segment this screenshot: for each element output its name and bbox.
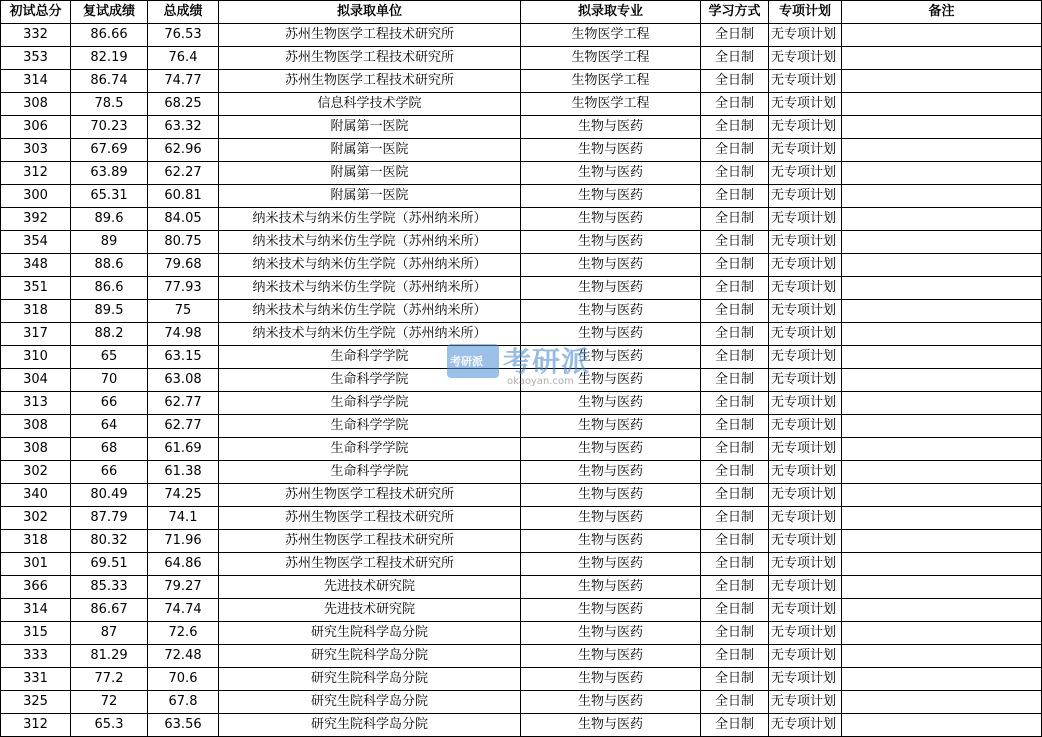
header-major: 拟录取专业 xyxy=(521,1,701,24)
cell-total-score: 67.8 xyxy=(148,691,219,714)
cell-major: 生物与医药 xyxy=(521,530,701,553)
cell-unit: 纳米技术与纳米仿生学院（苏州纳米所） xyxy=(219,277,521,300)
table-row xyxy=(1,208,1042,231)
cell-initial-score: 314 xyxy=(1,599,71,622)
cell-retest-score: 77.2 xyxy=(71,668,148,691)
cell-special-plan: 无专项计划 xyxy=(769,300,842,323)
table-row xyxy=(1,24,1042,47)
cell-major: 生物医学工程 xyxy=(521,47,701,70)
header-remarks: 备注 xyxy=(842,1,1042,24)
cell-study-mode: 全日制 xyxy=(701,116,769,139)
cell-major: 生物与医药 xyxy=(521,415,701,438)
cell-remarks xyxy=(842,392,1042,415)
cell-unit: 附属第一医院 xyxy=(219,139,521,162)
cell-study-mode: 全日制 xyxy=(701,24,769,47)
cell-remarks xyxy=(842,484,1042,507)
cell-initial-score: 332 xyxy=(1,24,71,47)
table-row xyxy=(1,254,1042,277)
cell-retest-score: 72 xyxy=(71,691,148,714)
cell-remarks xyxy=(842,346,1042,369)
cell-unit: 研究生院科学岛分院 xyxy=(219,622,521,645)
cell-study-mode: 全日制 xyxy=(701,599,769,622)
cell-total-score: 72.48 xyxy=(148,645,219,668)
table-row xyxy=(1,668,1042,691)
cell-unit: 生命科学学院 xyxy=(219,369,521,392)
cell-study-mode: 全日制 xyxy=(701,323,769,346)
cell-major: 生物与医药 xyxy=(521,392,701,415)
cell-remarks xyxy=(842,714,1042,737)
cell-remarks xyxy=(842,208,1042,231)
cell-unit: 生命科学学院 xyxy=(219,461,521,484)
cell-remarks xyxy=(842,438,1042,461)
cell-special-plan: 无专项计划 xyxy=(769,208,842,231)
table-row xyxy=(1,231,1042,254)
cell-total-score: 76.4 xyxy=(148,47,219,70)
cell-study-mode: 全日制 xyxy=(701,208,769,231)
cell-retest-score: 86.66 xyxy=(71,24,148,47)
cell-retest-score: 64 xyxy=(71,415,148,438)
cell-remarks xyxy=(842,668,1042,691)
cell-initial-score: 300 xyxy=(1,185,71,208)
cell-total-score: 77.93 xyxy=(148,277,219,300)
cell-unit: 研究生院科学岛分院 xyxy=(219,714,521,737)
cell-total-score: 75 xyxy=(148,300,219,323)
cell-total-score: 74.1 xyxy=(148,507,219,530)
cell-major: 生物与医药 xyxy=(521,277,701,300)
cell-major: 生物与医药 xyxy=(521,185,701,208)
cell-initial-score: 325 xyxy=(1,691,71,714)
cell-study-mode: 全日制 xyxy=(701,254,769,277)
cell-unit: 研究生院科学岛分院 xyxy=(219,668,521,691)
cell-initial-score: 308 xyxy=(1,438,71,461)
cell-special-plan: 无专项计划 xyxy=(769,599,842,622)
cell-special-plan: 无专项计划 xyxy=(769,484,842,507)
cell-remarks xyxy=(842,254,1042,277)
cell-major: 生物与医药 xyxy=(521,231,701,254)
table-row xyxy=(1,300,1042,323)
cell-unit: 生命科学学院 xyxy=(219,415,521,438)
cell-total-score: 63.56 xyxy=(148,714,219,737)
cell-remarks xyxy=(842,507,1042,530)
cell-major: 生物与医药 xyxy=(521,714,701,737)
header-total-score: 总成绩 xyxy=(148,1,219,24)
cell-initial-score: 312 xyxy=(1,162,71,185)
cell-retest-score: 86.74 xyxy=(71,70,148,93)
cell-remarks xyxy=(842,231,1042,254)
cell-total-score: 68.25 xyxy=(148,93,219,116)
cell-remarks xyxy=(842,162,1042,185)
cell-total-score: 64.86 xyxy=(148,553,219,576)
cell-study-mode: 全日制 xyxy=(701,484,769,507)
cell-major: 生物与医药 xyxy=(521,461,701,484)
cell-total-score: 62.96 xyxy=(148,139,219,162)
cell-total-score: 76.53 xyxy=(148,24,219,47)
cell-remarks xyxy=(842,530,1042,553)
cell-major: 生物与医药 xyxy=(521,691,701,714)
cell-total-score: 61.69 xyxy=(148,438,219,461)
table-row xyxy=(1,507,1042,530)
cell-retest-score: 89.5 xyxy=(71,300,148,323)
cell-remarks xyxy=(842,323,1042,346)
cell-total-score: 63.08 xyxy=(148,369,219,392)
cell-total-score: 79.68 xyxy=(148,254,219,277)
cell-study-mode: 全日制 xyxy=(701,714,769,737)
cell-initial-score: 354 xyxy=(1,231,71,254)
cell-total-score: 61.38 xyxy=(148,461,219,484)
table-row xyxy=(1,162,1042,185)
cell-major: 生物与医药 xyxy=(521,116,701,139)
cell-retest-score: 66 xyxy=(71,392,148,415)
header-retest-score: 复试成绩 xyxy=(71,1,148,24)
cell-retest-score: 63.89 xyxy=(71,162,148,185)
table-row xyxy=(1,139,1042,162)
cell-total-score: 63.32 xyxy=(148,116,219,139)
cell-initial-score: 308 xyxy=(1,93,71,116)
table-row xyxy=(1,116,1042,139)
cell-study-mode: 全日制 xyxy=(701,553,769,576)
cell-unit: 附属第一医院 xyxy=(219,116,521,139)
cell-remarks xyxy=(842,185,1042,208)
cell-special-plan: 无专项计划 xyxy=(769,369,842,392)
cell-special-plan: 无专项计划 xyxy=(769,231,842,254)
cell-retest-score: 82.19 xyxy=(71,47,148,70)
cell-special-plan: 无专项计划 xyxy=(769,530,842,553)
cell-retest-score: 66 xyxy=(71,461,148,484)
cell-study-mode: 全日制 xyxy=(701,369,769,392)
cell-remarks xyxy=(842,461,1042,484)
cell-study-mode: 全日制 xyxy=(701,576,769,599)
table-row xyxy=(1,484,1042,507)
cell-remarks xyxy=(842,139,1042,162)
cell-special-plan: 无专项计划 xyxy=(769,668,842,691)
cell-total-score: 62.77 xyxy=(148,392,219,415)
cell-unit: 纳米技术与纳米仿生学院（苏州纳米所） xyxy=(219,208,521,231)
header-special-plan: 专项计划 xyxy=(769,1,842,24)
cell-study-mode: 全日制 xyxy=(701,461,769,484)
cell-special-plan: 无专项计划 xyxy=(769,645,842,668)
table-row xyxy=(1,323,1042,346)
cell-major: 生物与医药 xyxy=(521,254,701,277)
cell-special-plan: 无专项计划 xyxy=(769,254,842,277)
cell-major: 生物与医药 xyxy=(521,484,701,507)
cell-unit: 苏州生物医学工程技术研究所 xyxy=(219,484,521,507)
cell-special-plan: 无专项计划 xyxy=(769,116,842,139)
cell-special-plan: 无专项计划 xyxy=(769,346,842,369)
cell-initial-score: 308 xyxy=(1,415,71,438)
cell-retest-score: 70 xyxy=(71,369,148,392)
cell-total-score: 62.27 xyxy=(148,162,219,185)
cell-initial-score: 306 xyxy=(1,116,71,139)
cell-major: 生物与医药 xyxy=(521,599,701,622)
cell-major: 生物与医药 xyxy=(521,438,701,461)
table-row xyxy=(1,277,1042,300)
cell-initial-score: 392 xyxy=(1,208,71,231)
cell-study-mode: 全日制 xyxy=(701,438,769,461)
cell-study-mode: 全日制 xyxy=(701,392,769,415)
cell-major: 生物与医药 xyxy=(521,507,701,530)
table-row xyxy=(1,645,1042,668)
cell-unit: 研究生院科学岛分院 xyxy=(219,645,521,668)
cell-retest-score: 88.2 xyxy=(71,323,148,346)
cell-study-mode: 全日制 xyxy=(701,162,769,185)
cell-remarks xyxy=(842,369,1042,392)
table-row xyxy=(1,185,1042,208)
cell-total-score: 80.75 xyxy=(148,231,219,254)
table-row xyxy=(1,576,1042,599)
cell-major: 生物与医药 xyxy=(521,208,701,231)
cell-remarks xyxy=(842,24,1042,47)
cell-special-plan: 无专项计划 xyxy=(769,70,842,93)
cell-remarks xyxy=(842,277,1042,300)
cell-study-mode: 全日制 xyxy=(701,93,769,116)
watermark-box-text: 考研派 xyxy=(450,355,483,368)
cell-initial-score: 310 xyxy=(1,346,71,369)
cell-initial-score: 317 xyxy=(1,323,71,346)
cell-unit: 苏州生物医学工程技术研究所 xyxy=(219,507,521,530)
cell-special-plan: 无专项计划 xyxy=(769,277,842,300)
cell-remarks xyxy=(842,576,1042,599)
table-row xyxy=(1,691,1042,714)
cell-major: 生物与医药 xyxy=(521,162,701,185)
cell-special-plan: 无专项计划 xyxy=(769,691,842,714)
cell-unit: 研究生院科学岛分院 xyxy=(219,691,521,714)
table-row xyxy=(1,599,1042,622)
cell-major: 生物与医药 xyxy=(521,300,701,323)
cell-major: 生物与医药 xyxy=(521,139,701,162)
cell-major: 生物与医药 xyxy=(521,369,701,392)
cell-retest-score: 89 xyxy=(71,231,148,254)
cell-retest-score: 87 xyxy=(71,622,148,645)
cell-initial-score: 302 xyxy=(1,507,71,530)
cell-total-score: 70.6 xyxy=(148,668,219,691)
cell-remarks xyxy=(842,93,1042,116)
cell-retest-score: 86.6 xyxy=(71,277,148,300)
watermark-url: okaoyan.com xyxy=(507,376,574,387)
cell-initial-score: 303 xyxy=(1,139,71,162)
watermark-title: 考研派 xyxy=(503,345,591,378)
cell-major: 生物医学工程 xyxy=(521,93,701,116)
cell-special-plan: 无专项计划 xyxy=(769,714,842,737)
cell-study-mode: 全日制 xyxy=(701,231,769,254)
cell-unit: 生命科学学院 xyxy=(219,392,521,415)
cell-unit: 生命科学学院 xyxy=(219,438,521,461)
cell-unit: 苏州生物医学工程技术研究所 xyxy=(219,70,521,93)
cell-unit: 苏州生物医学工程技术研究所 xyxy=(219,47,521,70)
cell-special-plan: 无专项计划 xyxy=(769,323,842,346)
cell-initial-score: 351 xyxy=(1,277,71,300)
cell-special-plan: 无专项计划 xyxy=(769,576,842,599)
table-row xyxy=(1,70,1042,93)
cell-unit: 纳米技术与纳米仿生学院（苏州纳米所） xyxy=(219,300,521,323)
cell-special-plan: 无专项计划 xyxy=(769,93,842,116)
cell-special-plan: 无专项计划 xyxy=(769,139,842,162)
cell-initial-score: 315 xyxy=(1,622,71,645)
cell-retest-score: 80.49 xyxy=(71,484,148,507)
cell-remarks xyxy=(842,622,1042,645)
cell-initial-score: 314 xyxy=(1,70,71,93)
cell-major: 生物与医药 xyxy=(521,576,701,599)
cell-initial-score: 318 xyxy=(1,300,71,323)
table-row xyxy=(1,369,1042,392)
cell-retest-score: 78.5 xyxy=(71,93,148,116)
cell-remarks xyxy=(842,415,1042,438)
cell-initial-score: 353 xyxy=(1,47,71,70)
cell-major: 生物医学工程 xyxy=(521,70,701,93)
cell-retest-score: 85.33 xyxy=(71,576,148,599)
cell-special-plan: 无专项计划 xyxy=(769,185,842,208)
table-row xyxy=(1,93,1042,116)
cell-major: 生物医学工程 xyxy=(521,24,701,47)
cell-remarks xyxy=(842,116,1042,139)
cell-total-score: 62.77 xyxy=(148,415,219,438)
cell-retest-score: 86.67 xyxy=(71,599,148,622)
cell-initial-score: 301 xyxy=(1,553,71,576)
table-body xyxy=(1,24,1042,737)
cell-study-mode: 全日制 xyxy=(701,645,769,668)
table-row xyxy=(1,346,1042,369)
cell-unit: 苏州生物医学工程技术研究所 xyxy=(219,530,521,553)
cell-special-plan: 无专项计划 xyxy=(769,392,842,415)
table-row xyxy=(1,392,1042,415)
cell-study-mode: 全日制 xyxy=(701,622,769,645)
cell-unit: 纳米技术与纳米仿生学院（苏州纳米所） xyxy=(219,231,521,254)
cell-initial-score: 348 xyxy=(1,254,71,277)
cell-remarks xyxy=(842,599,1042,622)
cell-initial-score: 366 xyxy=(1,576,71,599)
cell-special-plan: 无专项计划 xyxy=(769,553,842,576)
header-initial-score: 初试总分 xyxy=(1,1,71,24)
cell-special-plan: 无专项计划 xyxy=(769,24,842,47)
cell-retest-score: 81.29 xyxy=(71,645,148,668)
cell-initial-score: 304 xyxy=(1,369,71,392)
cell-unit: 苏州生物医学工程技术研究所 xyxy=(219,24,521,47)
cell-retest-score: 88.6 xyxy=(71,254,148,277)
cell-total-score: 63.15 xyxy=(148,346,219,369)
cell-major: 生物与医药 xyxy=(521,346,701,369)
cell-retest-score: 68 xyxy=(71,438,148,461)
cell-total-score: 74.77 xyxy=(148,70,219,93)
cell-retest-score: 80.32 xyxy=(71,530,148,553)
cell-total-score: 74.74 xyxy=(148,599,219,622)
cell-special-plan: 无专项计划 xyxy=(769,438,842,461)
cell-retest-score: 69.51 xyxy=(71,553,148,576)
cell-study-mode: 全日制 xyxy=(701,668,769,691)
cell-retest-score: 70.23 xyxy=(71,116,148,139)
cell-total-score: 84.05 xyxy=(148,208,219,231)
table-row xyxy=(1,622,1042,645)
cell-initial-score: 302 xyxy=(1,461,71,484)
cell-unit: 纳米技术与纳米仿生学院（苏州纳米所） xyxy=(219,254,521,277)
cell-study-mode: 全日制 xyxy=(701,185,769,208)
table-row xyxy=(1,461,1042,484)
cell-study-mode: 全日制 xyxy=(701,691,769,714)
cell-initial-score: 333 xyxy=(1,645,71,668)
cell-major: 生物与医药 xyxy=(521,645,701,668)
cell-remarks xyxy=(842,300,1042,323)
cell-special-plan: 无专项计划 xyxy=(769,47,842,70)
cell-special-plan: 无专项计划 xyxy=(769,415,842,438)
cell-special-plan: 无专项计划 xyxy=(769,162,842,185)
cell-study-mode: 全日制 xyxy=(701,507,769,530)
cell-total-score: 74.98 xyxy=(148,323,219,346)
cell-initial-score: 312 xyxy=(1,714,71,737)
header-row xyxy=(1,1,1042,24)
cell-retest-score: 67.69 xyxy=(71,139,148,162)
cell-initial-score: 340 xyxy=(1,484,71,507)
table-row xyxy=(1,530,1042,553)
cell-study-mode: 全日制 xyxy=(701,300,769,323)
cell-total-score: 79.27 xyxy=(148,576,219,599)
header-study-mode: 学习方式 xyxy=(701,1,769,24)
cell-unit: 纳米技术与纳米仿生学院（苏州纳米所） xyxy=(219,323,521,346)
table-row xyxy=(1,714,1042,737)
cell-major: 生物与医药 xyxy=(521,668,701,691)
cell-study-mode: 全日制 xyxy=(701,139,769,162)
cell-unit: 信息科学技术学院 xyxy=(219,93,521,116)
cell-major: 生物与医药 xyxy=(521,323,701,346)
cell-study-mode: 全日制 xyxy=(701,346,769,369)
cell-study-mode: 全日制 xyxy=(701,70,769,93)
cell-special-plan: 无专项计划 xyxy=(769,622,842,645)
cell-remarks xyxy=(842,691,1042,714)
cell-retest-score: 65.31 xyxy=(71,185,148,208)
table-row xyxy=(1,553,1042,576)
cell-major: 生物与医药 xyxy=(521,622,701,645)
cell-total-score: 71.96 xyxy=(148,530,219,553)
cell-unit: 先进技术研究院 xyxy=(219,599,521,622)
cell-unit: 生命科学学院 xyxy=(219,346,521,369)
cell-study-mode: 全日制 xyxy=(701,47,769,70)
cell-study-mode: 全日制 xyxy=(701,415,769,438)
table-row xyxy=(1,438,1042,461)
cell-retest-score: 65.3 xyxy=(71,714,148,737)
cell-retest-score: 65 xyxy=(71,346,148,369)
cell-remarks xyxy=(842,645,1042,668)
cell-total-score: 72.6 xyxy=(148,622,219,645)
cell-total-score: 60.81 xyxy=(148,185,219,208)
cell-initial-score: 313 xyxy=(1,392,71,415)
cell-special-plan: 无专项计划 xyxy=(769,461,842,484)
cell-remarks xyxy=(842,70,1042,93)
cell-remarks xyxy=(842,47,1042,70)
cell-study-mode: 全日制 xyxy=(701,530,769,553)
cell-retest-score: 87.79 xyxy=(71,507,148,530)
cell-unit: 附属第一医院 xyxy=(219,162,521,185)
cell-remarks xyxy=(842,553,1042,576)
table-row xyxy=(1,415,1042,438)
header-unit: 拟录取单位 xyxy=(219,1,521,24)
cell-unit: 苏州生物医学工程技术研究所 xyxy=(219,553,521,576)
cell-unit: 先进技术研究院 xyxy=(219,576,521,599)
cell-retest-score: 89.6 xyxy=(71,208,148,231)
cell-unit: 附属第一医院 xyxy=(219,185,521,208)
cell-special-plan: 无专项计划 xyxy=(769,507,842,530)
cell-total-score: 74.25 xyxy=(148,484,219,507)
cell-major: 生物与医药 xyxy=(521,553,701,576)
cell-initial-score: 318 xyxy=(1,530,71,553)
cell-initial-score: 331 xyxy=(1,668,71,691)
cell-study-mode: 全日制 xyxy=(701,277,769,300)
table-row xyxy=(1,47,1042,70)
